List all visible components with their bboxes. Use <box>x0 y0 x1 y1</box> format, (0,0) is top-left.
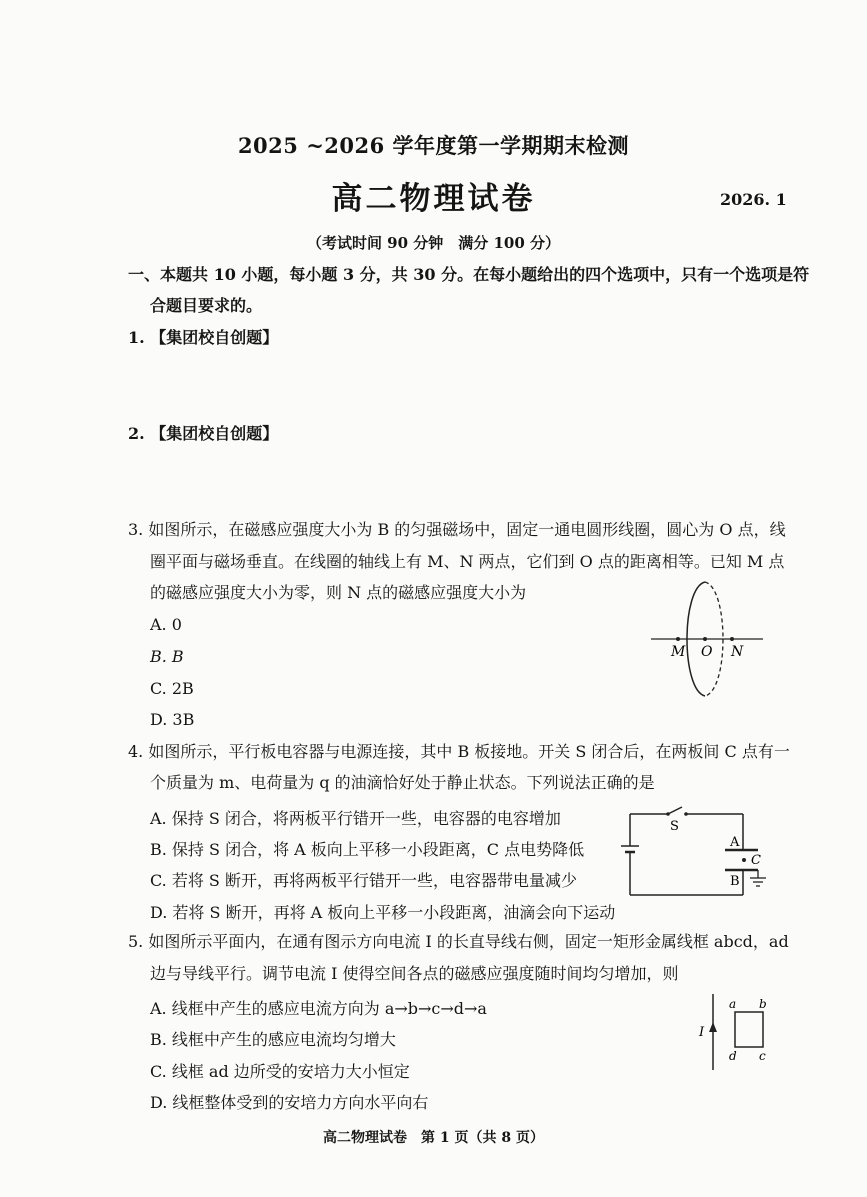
coil-axis-figure <box>645 578 770 698</box>
wire-loop-figure <box>695 992 775 1072</box>
label-i: I <box>699 1025 705 1040</box>
question-5-line1: 5. 如图所示平面内，在通有图示方向电流 I 的长直导线右侧，固定一矩形金属线框 abcd，ad <box>128 932 789 951</box>
question-5-option-d: D. 线框整体受到的安培力方向水平向右 <box>150 1093 429 1112</box>
label-a: A <box>730 835 740 850</box>
paper-title: 高二物理试卷 <box>331 181 536 217</box>
point-m <box>676 637 680 641</box>
label-c: C <box>751 853 761 868</box>
question-3-line3: 的磁感应强度大小为零，则 N 点的磁感应强度大小为 <box>150 583 527 602</box>
question-3-option-d: D. 3B <box>150 710 195 729</box>
question-1-label: 1. 【集团校自创题】 <box>128 328 279 347</box>
question-3-option-c: C. 2B <box>150 679 194 698</box>
question-5-option-c: C. 线框 ad 边所受的安培力大小恒定 <box>150 1062 410 1081</box>
exam-info: （考试时间 90 分钟 满分 100 分） <box>306 234 561 252</box>
label-c: c <box>759 1049 766 1063</box>
question-4-line1: 4. 如图所示，平行板电容器与电源连接，其中 B 板接地。开关 S 闭合后，在两板间 C 点有一 <box>128 742 790 761</box>
exam-term-title: 2025 ~2026 学年度第一学期期末检测 <box>237 133 630 158</box>
question-3-line2: 圈平面与磁场垂直。在线圈的轴线上有 M、N 两点，它们到 O 点的距离相等。已知 M 点 <box>150 552 785 571</box>
page-footer: 高二物理试卷 第 1 页（共 8 页） <box>323 1130 544 1146</box>
question-5-option-b: B. 线框中产生的感应电流均匀增大 <box>150 1030 396 1049</box>
point-c <box>742 858 746 862</box>
label-a: a <box>729 997 737 1011</box>
metal-frame-abcd <box>735 1012 763 1047</box>
question-4-option-b: B. 保持 S 闭合，将 A 板向上平移一小段距离，C 点电势降低 <box>150 840 585 859</box>
exam-date: 2026. 1 <box>720 190 787 209</box>
point-n <box>730 637 734 641</box>
capacitor-circuit-figure <box>618 806 773 900</box>
question-3-option-b: B. B <box>150 647 184 666</box>
question-3-option-a: A. 0 <box>150 615 182 634</box>
question-4-option-c: C. 若将 S 断开，再将两板平行错开一些，电容器带电量减少 <box>150 871 577 890</box>
question-4-line2: 个质量为 m、电荷量为 q 的油滴恰好处于静止状态。下列说法正确的是 <box>150 773 655 792</box>
label-b: b <box>759 997 767 1011</box>
question-5-option-a: A. 线框中产生的感应电流方向为 a→b→c→d→a <box>150 999 487 1018</box>
label-o: O <box>701 644 713 660</box>
label-s: S <box>670 819 679 834</box>
question-4-option-d: D. 若将 S 断开，再将 A 板向上平移一小段距离，油滴会向下运动 <box>150 903 616 922</box>
question-4-option-a: A. 保持 S 闭合，将两板平行错开一些，电容器的电容增加 <box>150 809 561 828</box>
label-n: N <box>731 644 744 660</box>
point-o <box>703 637 707 641</box>
question-2-label: 2. 【集团校自创题】 <box>128 424 279 443</box>
question-5-line2: 边与导线平行。调节电流 I 使得空间各点的磁感应强度随时间均匀增加，则 <box>150 964 679 983</box>
question-3-line1: 3. 如图所示，在磁感应强度大小为 B 的匀强磁场中，固定一通电圆形线圈，圆心为 O 点，线 <box>128 520 786 539</box>
label-d: d <box>729 1049 737 1063</box>
label-b: B <box>730 874 740 889</box>
section1-instruction-line2: 合题目要求的。 <box>150 296 263 315</box>
label-m: M <box>671 644 686 660</box>
current-arrow <box>709 1022 717 1032</box>
section1-instruction-line1: 一、本题共 10 小题，每小题 3 分，共 30 分。在每小题给出的四个选项中，只有一个选项是符 <box>128 265 810 284</box>
switch-blade <box>668 807 682 814</box>
